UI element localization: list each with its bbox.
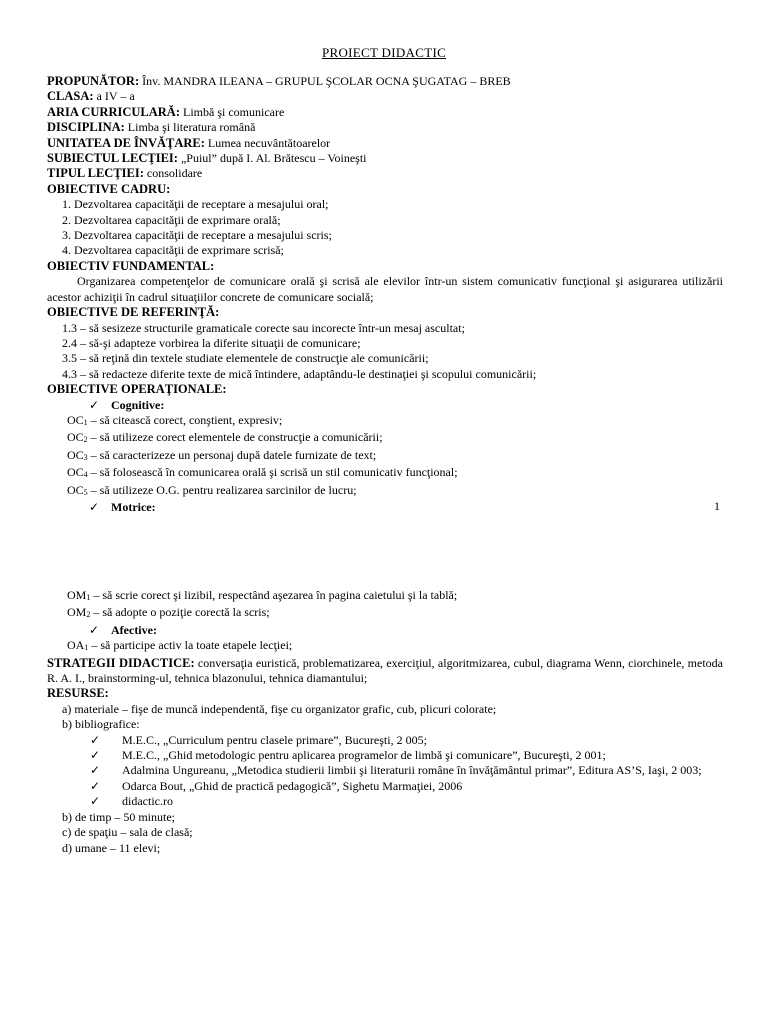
afective-subheading [47, 623, 723, 638]
aria-row [47, 105, 723, 120]
propunator-label: PROPUNĂTOR: [47, 74, 140, 88]
objective-code: OM [67, 605, 87, 620]
check-icon: ✓ [90, 732, 101, 747]
list-item: 3. Dezvoltarea capacităţii de receptare a mesajului scris; [62, 228, 332, 243]
objective-index: 1 [83, 417, 88, 427]
objective-text: – să utilizeze corect elementele de construcţie a comunicării; [87, 430, 383, 445]
motrice-subheading [47, 500, 723, 515]
aria-value: Limbă şi comunicare [180, 104, 285, 119]
page-number: 1 [714, 499, 720, 513]
list-item [47, 413, 723, 430]
check-icon: ✓ [90, 763, 101, 778]
aria-label: ARIA CURRICULARĂ: [47, 104, 180, 119]
list-item: c) de spaţiu – sala de clasă; [62, 825, 193, 840]
clasa-row [47, 89, 723, 104]
obiective-referinta-heading: OBIECTIVE DE REFERINŢĂ: [47, 305, 220, 320]
list-item: 4.3 – să redacteze diferite texte de mică întindere, adaptându-le destinaţiei şi scopului comunicării; [62, 366, 537, 381]
list-item [47, 605, 723, 622]
obiectiv-fundamental-text: Organizarea competenţelor de comunicare orală şi scrisă ale elevilor într-un sistem comunicativ funcţional şi asigurarea utilizării acestor achiziţii în cadrul situaţiilor concrete de comunicare socială; [47, 274, 723, 304]
objective-code: OC [67, 465, 84, 480]
objective-index: 3 [83, 452, 88, 462]
clasa-value: a IV – a [93, 89, 135, 104]
objective-code: OA [67, 638, 85, 653]
cognitive-subheading [47, 398, 723, 413]
strategii-paragraph [47, 656, 723, 687]
objective-index: 1 [84, 643, 89, 653]
list-item: 1. Dezvoltarea capacităţii de receptare a mesajului oral; [62, 197, 329, 212]
list-item [47, 483, 723, 500]
list-item [47, 638, 723, 655]
list-item: 4. Dezvoltarea capacităţii de exprimare scrisă; [62, 243, 284, 258]
check-icon: ✓ [90, 748, 101, 763]
unitatea-row [47, 136, 723, 151]
check-icon: ✓ [89, 397, 100, 412]
objective-text: – să folosească în comunicarea orală şi scrisă un stil comunicativ funcţional; [87, 465, 458, 480]
objective-code: OC [67, 447, 84, 462]
disciplina-label: DISCIPLINA: [47, 120, 125, 135]
strategii-text: conversaţia euristică, problematizarea, exerciţiul, algoritmizarea, cubul, diagrama Wenn, ciorchinele, metoda R. A. I., brainstorming-ul, tehnica blazonului, tehnica diamantului; [47, 655, 724, 686]
objective-index: 1 [86, 593, 91, 602]
page-title: PROIECT DIDACTIC [321, 45, 447, 60]
objective-index: 2 [86, 610, 91, 620]
list-item [47, 748, 723, 763]
obiective-operationale-heading: OBIECTIVE OPERAŢIONALE: [47, 382, 227, 397]
check-icon: ✓ [90, 778, 101, 793]
afective-label: Afective: [111, 622, 157, 637]
subiect-label: SUBIECTUL LECŢIEI: [47, 151, 178, 166]
list-item [47, 733, 723, 748]
list-item [47, 763, 723, 778]
objective-code: OM [67, 588, 87, 602]
objective-text: – să citească corect, conştient, expresiv; [87, 412, 283, 427]
check-icon: ✓ [89, 499, 100, 514]
objective-index: 5 [83, 487, 88, 497]
disciplina-value: Limba şi literatura română [124, 120, 256, 135]
objective-code: OC [67, 430, 84, 445]
list-item [47, 588, 723, 605]
objective-text: – să scrie corect şi lizibil, respectând aşezarea în pagina caietului şi la tablă; [90, 588, 458, 602]
disciplina-row [47, 120, 723, 135]
check-icon: ✓ [90, 794, 101, 809]
objective-index: 2 [83, 435, 88, 445]
list-item [47, 448, 723, 465]
tipul-value: consolidare [143, 166, 203, 181]
propunator-row [47, 74, 723, 89]
list-item: b) de timp – 50 minute; [62, 809, 175, 824]
objective-text: – să caracterizeze un personaj după datele furnizate de text; [87, 447, 377, 462]
bibliography-text: M.E.C., „Ghid metodologic pentru aplicarea programelor de limbă şi comunicare”, Bucureşti, 2 001; [122, 748, 606, 763]
list-item: b) bibliografice: [62, 717, 140, 732]
subiect-value: „Puiul” după I. Al. Brătescu – Voineşti [177, 151, 367, 166]
tipul-row [47, 166, 723, 181]
objective-text: – să participe activ la toate etapele lecţiei; [88, 638, 293, 653]
cognitive-label: Cognitive: [111, 397, 165, 412]
propunator-value: Înv. MANDRA ILEANA – GRUPUL ŞCOLAR OCNA ŞUGATAG – BREB [139, 74, 511, 88]
bibliography-text: Odarca Bout, „Ghid de practică pedagogică”, Sighetu Marmaţiei, 2006 [122, 778, 463, 793]
check-icon: ✓ [89, 622, 100, 637]
list-item [47, 465, 723, 482]
tipul-label: TIPUL LECŢIEI: [47, 166, 144, 181]
motrice-label: Motrice: [111, 499, 156, 514]
list-item: 3.5 – să reţină din textele studiate elementele de construcţie ale comunicării; [62, 351, 429, 366]
strategii-label: STRATEGII DIDACTICE: [47, 655, 195, 670]
objective-text: – să adopte o poziţie corectă la scris; [90, 605, 270, 620]
list-item [47, 779, 723, 794]
list-item [47, 430, 723, 447]
list-item: d) umane – 11 elevi; [62, 840, 161, 855]
list-item: a) materiale – fişe de muncă independentă, fişe cu organizator grafic, cub, plicuri colorate; [62, 701, 497, 716]
subiect-row [47, 151, 723, 166]
obiective-cadru-heading: OBIECTIVE CADRU: [47, 181, 171, 196]
objective-code: OC [67, 482, 84, 497]
objective-index: 4 [83, 470, 88, 480]
unitatea-label: UNITATEA DE ÎNVĂŢARE: [47, 135, 205, 150]
obiectiv-fundamental-heading: OBIECTIV FUNDAMENTAL: [47, 258, 215, 273]
list-item: 2. Dezvoltarea capacităţii de exprimare orală; [62, 212, 281, 227]
list-item [47, 794, 723, 809]
header-block [47, 74, 723, 515]
resurse-heading: RESURSE: [47, 686, 109, 701]
unitatea-value: Lumea necuvântătoarelor [204, 135, 331, 150]
objective-text: – să utilizeze O.G. pentru realizarea sarcinilor de lucru; [87, 482, 357, 497]
clasa-label: CLASA: [47, 89, 94, 104]
bibliography-text: Adalmina Ungureanu, „Metodica studierii limbii şi literaturii române în învăţământul primar”, Editura AS’S, Iaşi, 2 003; [122, 763, 702, 778]
bibliography-text: M.E.C., „Curriculum pentru clasele primare”, Bucureşti, 2 005; [122, 732, 427, 747]
objective-code: OC [67, 412, 84, 427]
list-item: 2.4 – să-şi adapteze vorbirea la diferite situaţii de comunicare; [62, 335, 361, 350]
bibliography-text: didactic.ro [122, 794, 173, 809]
second-page-block [47, 588, 723, 856]
list-item: 1.3 – să sesizeze structurile gramaticale corecte sau incorecte într-un mesaj ascultat; [62, 320, 465, 335]
